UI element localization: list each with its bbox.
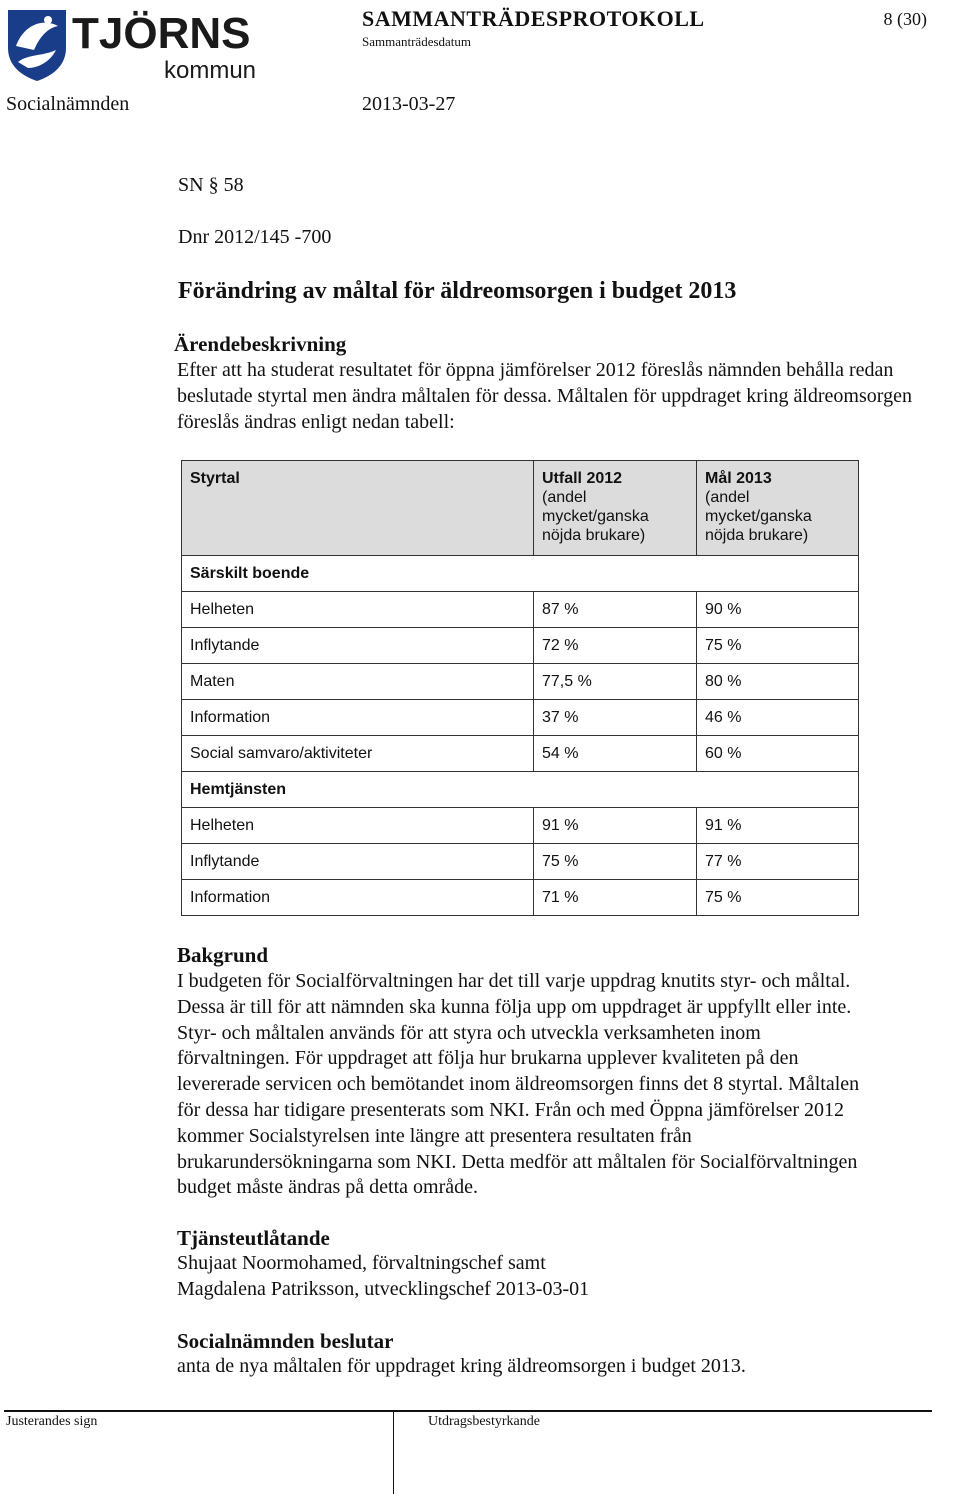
table-row [182, 880, 859, 916]
header-utfall [534, 461, 697, 556]
header-utfall-title: Utfall 2012 [542, 470, 623, 487]
meeting-date-label: Sammanträdesdatum [362, 34, 472, 49]
table-header-row [182, 461, 859, 556]
row-mal: 46 % [697, 700, 859, 736]
bakgrund-line: budget måste ändras på detta område. [177, 1176, 478, 1199]
section-number: SN § 58 [178, 174, 244, 196]
bakgrund-line: förvaltningen. För uppdraget att följa hur brukarna upplever kvaliteten på den [177, 1047, 799, 1070]
footer-utdragsbestyrkande: Utdragsbestyrkande [428, 1414, 540, 1429]
bakgrund-line: Dessa är till för att nämnden ska kunna följa upp om uppdraget är uppfyllt eller inte. [177, 995, 852, 1018]
targets-table [181, 460, 859, 916]
row-label: Maten [182, 664, 534, 700]
row-label: Helheten [182, 592, 534, 628]
bakgrund-text [177, 969, 947, 1201]
bakgrund-line: I budgeten för Socialförvaltningen har det till varje uppdrag knutits styr- och måltal. [177, 970, 851, 992]
bakgrund-line: kommer Socialstyrelsen inte längre att presentera resultaten från [177, 1124, 692, 1147]
table-row [182, 844, 859, 880]
page-number: 8 (30) [883, 9, 927, 29]
section-row [182, 772, 859, 808]
row-label: Inflytande [182, 844, 534, 880]
row-mal: 91 % [697, 808, 859, 844]
row-utfall: 72 % [534, 628, 697, 664]
footer-column-divider [393, 1410, 394, 1494]
row-label: Social samvaro/aktiviteter [182, 736, 534, 772]
table-row [182, 628, 859, 664]
row-mal: 90 % [697, 592, 859, 628]
bakgrund-line: för dessa har tidigare presenterats som NKI. Från och med Öppna jämförelser 2012 [177, 1098, 845, 1121]
logo-name: TJÖRNS [72, 9, 251, 58]
row-utfall: 54 % [534, 736, 697, 772]
header-styrtal: Styrtal [182, 461, 534, 556]
table-row [182, 592, 859, 628]
row-utfall: 77,5 % [534, 664, 697, 700]
row-utfall: 75 % [534, 844, 697, 880]
row-label: Helheten [182, 808, 534, 844]
bakgrund-line: brukarundersökningarna som NKI. Detta medför att måltalen för Socialförvaltningen [177, 1150, 858, 1173]
bakgrund-line: Styr- och måltalen används för att styra och utveckla verksamheten inom [177, 1021, 761, 1044]
table-row [182, 736, 859, 772]
row-utfall: 91 % [534, 808, 697, 844]
table-row [182, 808, 859, 844]
row-mal: 75 % [697, 628, 859, 664]
table-row [182, 700, 859, 736]
footer-divider [4, 1410, 932, 1412]
tjansteutlatande-line: Shujaat Noormohamed, förvaltningschef samt [177, 1252, 546, 1274]
row-label: Information [182, 700, 534, 736]
arende-heading: Ärendebeskrivning [174, 332, 347, 356]
tjansteutlatande-line: Magdalena Patriksson, utvecklingschef 2013-03-01 [177, 1278, 590, 1300]
row-label: Inflytande [182, 628, 534, 664]
logo-kommun: kommun [164, 57, 257, 82]
page-title: Förändring av måltal för äldreomsorgen i budget 2013 [178, 278, 737, 304]
header-mal-title: Mål 2013 [705, 470, 772, 487]
meeting-date: 2013-03-27 [362, 93, 456, 115]
beslut-text: anta de nya måltalen för uppdraget kring äldreomsorgen i budget 2013. [177, 1355, 746, 1377]
bakgrund-line: levererade servicen och bemötandet inom äldreomsorgen finns det 8 styrtal. Måltalen [177, 1073, 860, 1096]
row-utfall: 37 % [534, 700, 697, 736]
coat-of-arms-icon [8, 10, 66, 81]
bakgrund-heading: Bakgrund [177, 943, 269, 967]
row-label: Information [182, 880, 534, 916]
tjorns-kommun-logo [4, 6, 274, 82]
section-row [182, 556, 859, 592]
organization-name: Socialnämnden [6, 93, 130, 115]
row-mal: 80 % [697, 664, 859, 700]
row-utfall: 71 % [534, 880, 697, 916]
header-utfall-desc: (andel mycket/ganska nöjda brukare) [542, 489, 649, 544]
table-row [182, 664, 859, 700]
arende-text: Efter att ha studerat resultatet för öppna jämförelser 2012 föreslås nämnden behålla redan beslutade styrtal men ändra måltalen för dessa. Måltalen för uppdraget kring äldreomsorgen föreslås ändras enligt nedan tabell: [177, 359, 912, 433]
section-label: Hemtjänsten [182, 772, 534, 808]
diary-number: Dnr 2012/145 -700 [178, 226, 332, 248]
row-mal: 60 % [697, 736, 859, 772]
row-mal: 77 % [697, 844, 859, 880]
section-label: Särskilt boende [182, 556, 534, 592]
header-mal [697, 461, 859, 556]
row-utfall: 87 % [534, 592, 697, 628]
header-mal-desc: (andel mycket/ganska nöjda brukare) [705, 489, 812, 544]
tjansteutlatande-heading: Tjänsteutlåtande [177, 1226, 330, 1250]
protocol-title: SAMMANTRÄDESPROTOKOLL [362, 6, 705, 31]
footer-justerandes-sign: Justerandes sign [6, 1414, 98, 1429]
beslut-heading: Socialnämnden beslutar [177, 1329, 394, 1353]
row-mal: 75 % [697, 880, 859, 916]
